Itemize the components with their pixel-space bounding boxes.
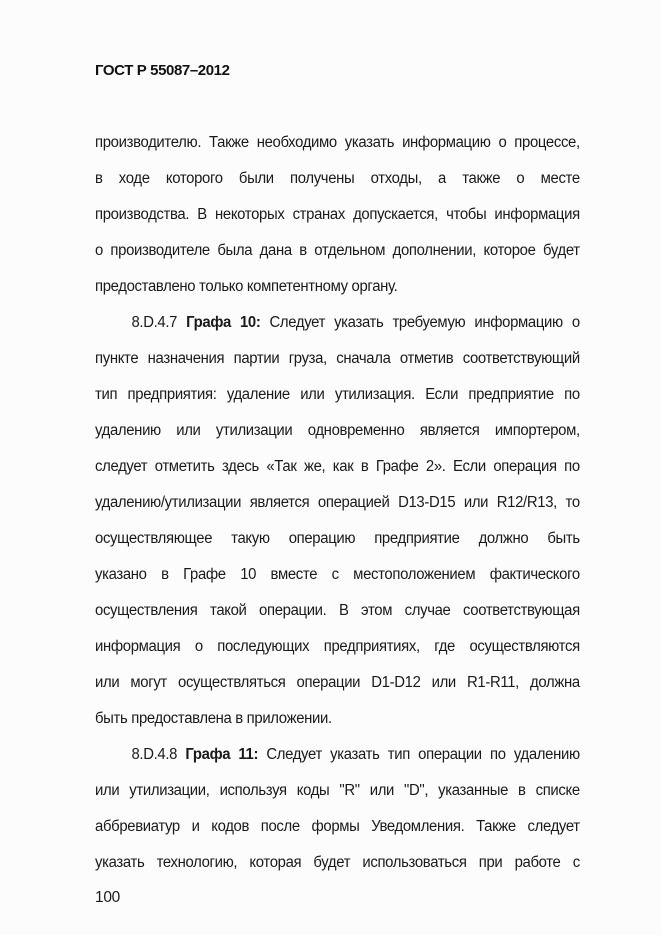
text-run: Следует указать тип операции по удалению (266, 746, 580, 763)
text-line: или могут осуществляться операции D1-D12 или R1-R11, должна (95, 674, 580, 691)
paragraph-first-line (95, 313, 580, 333)
clause-number: 8.D.4.7 (131, 314, 178, 331)
paragraph-first-line (95, 745, 580, 765)
text-line: аббревиатур и кодов после формы Уведомления. Также следует (95, 818, 580, 835)
page-number: 100 (95, 889, 120, 906)
text-line: быть предоставлена в приложении. (95, 710, 332, 727)
field-label: Графа 11: (185, 746, 259, 763)
text-line: производства. В некоторых странах допускается, чтобы информация (95, 206, 580, 223)
text-line: информация о последующих предприятиях, где осуществляются (95, 638, 580, 655)
text-line: удалению/утилизации является операцией D13-D15 или R12/R13, то (95, 494, 580, 511)
text-line: предоставлено только компетентному органу. (95, 278, 398, 295)
document-header: ГОСТ Р 55087–2012 (95, 62, 230, 79)
text-run: Следует указать требуемую информацию о (269, 314, 580, 331)
text-line: в ходе которого были получены отходы, а также о месте (95, 170, 580, 187)
text-line: о производителе была дана в отдельном дополнении, которое будет (95, 242, 580, 259)
text-line: следует отметить здесь «Так же, как в Графе 2». Если операция по (95, 458, 580, 475)
text-line: осуществления такой операции. В этом случае соответствующая (95, 602, 580, 619)
text-line: осуществляющее такую операцию предприятие должно быть (95, 530, 580, 547)
text-line: пункте назначения партии груза, сначала отметив соответствующий (95, 350, 580, 367)
text-line: указано в Графе 10 вместе с местоположением фактического (95, 566, 580, 583)
clause-number: 8.D.4.8 (131, 746, 178, 763)
text-line: указать технологию, которая будет использоваться при работе с (95, 854, 580, 871)
text-line: удалению или утилизации одновременно является импортером, (95, 422, 580, 439)
text-line: или утилизации, используя коды "R" или "D", указанные в списке (95, 782, 580, 799)
text-line: тип предприятия: удаление или утилизация. Если предприятие по (95, 386, 580, 403)
field-label: Графа 10: (186, 314, 261, 331)
text-line: производителю. Также необходимо указать информацию о процессе, (95, 134, 580, 151)
